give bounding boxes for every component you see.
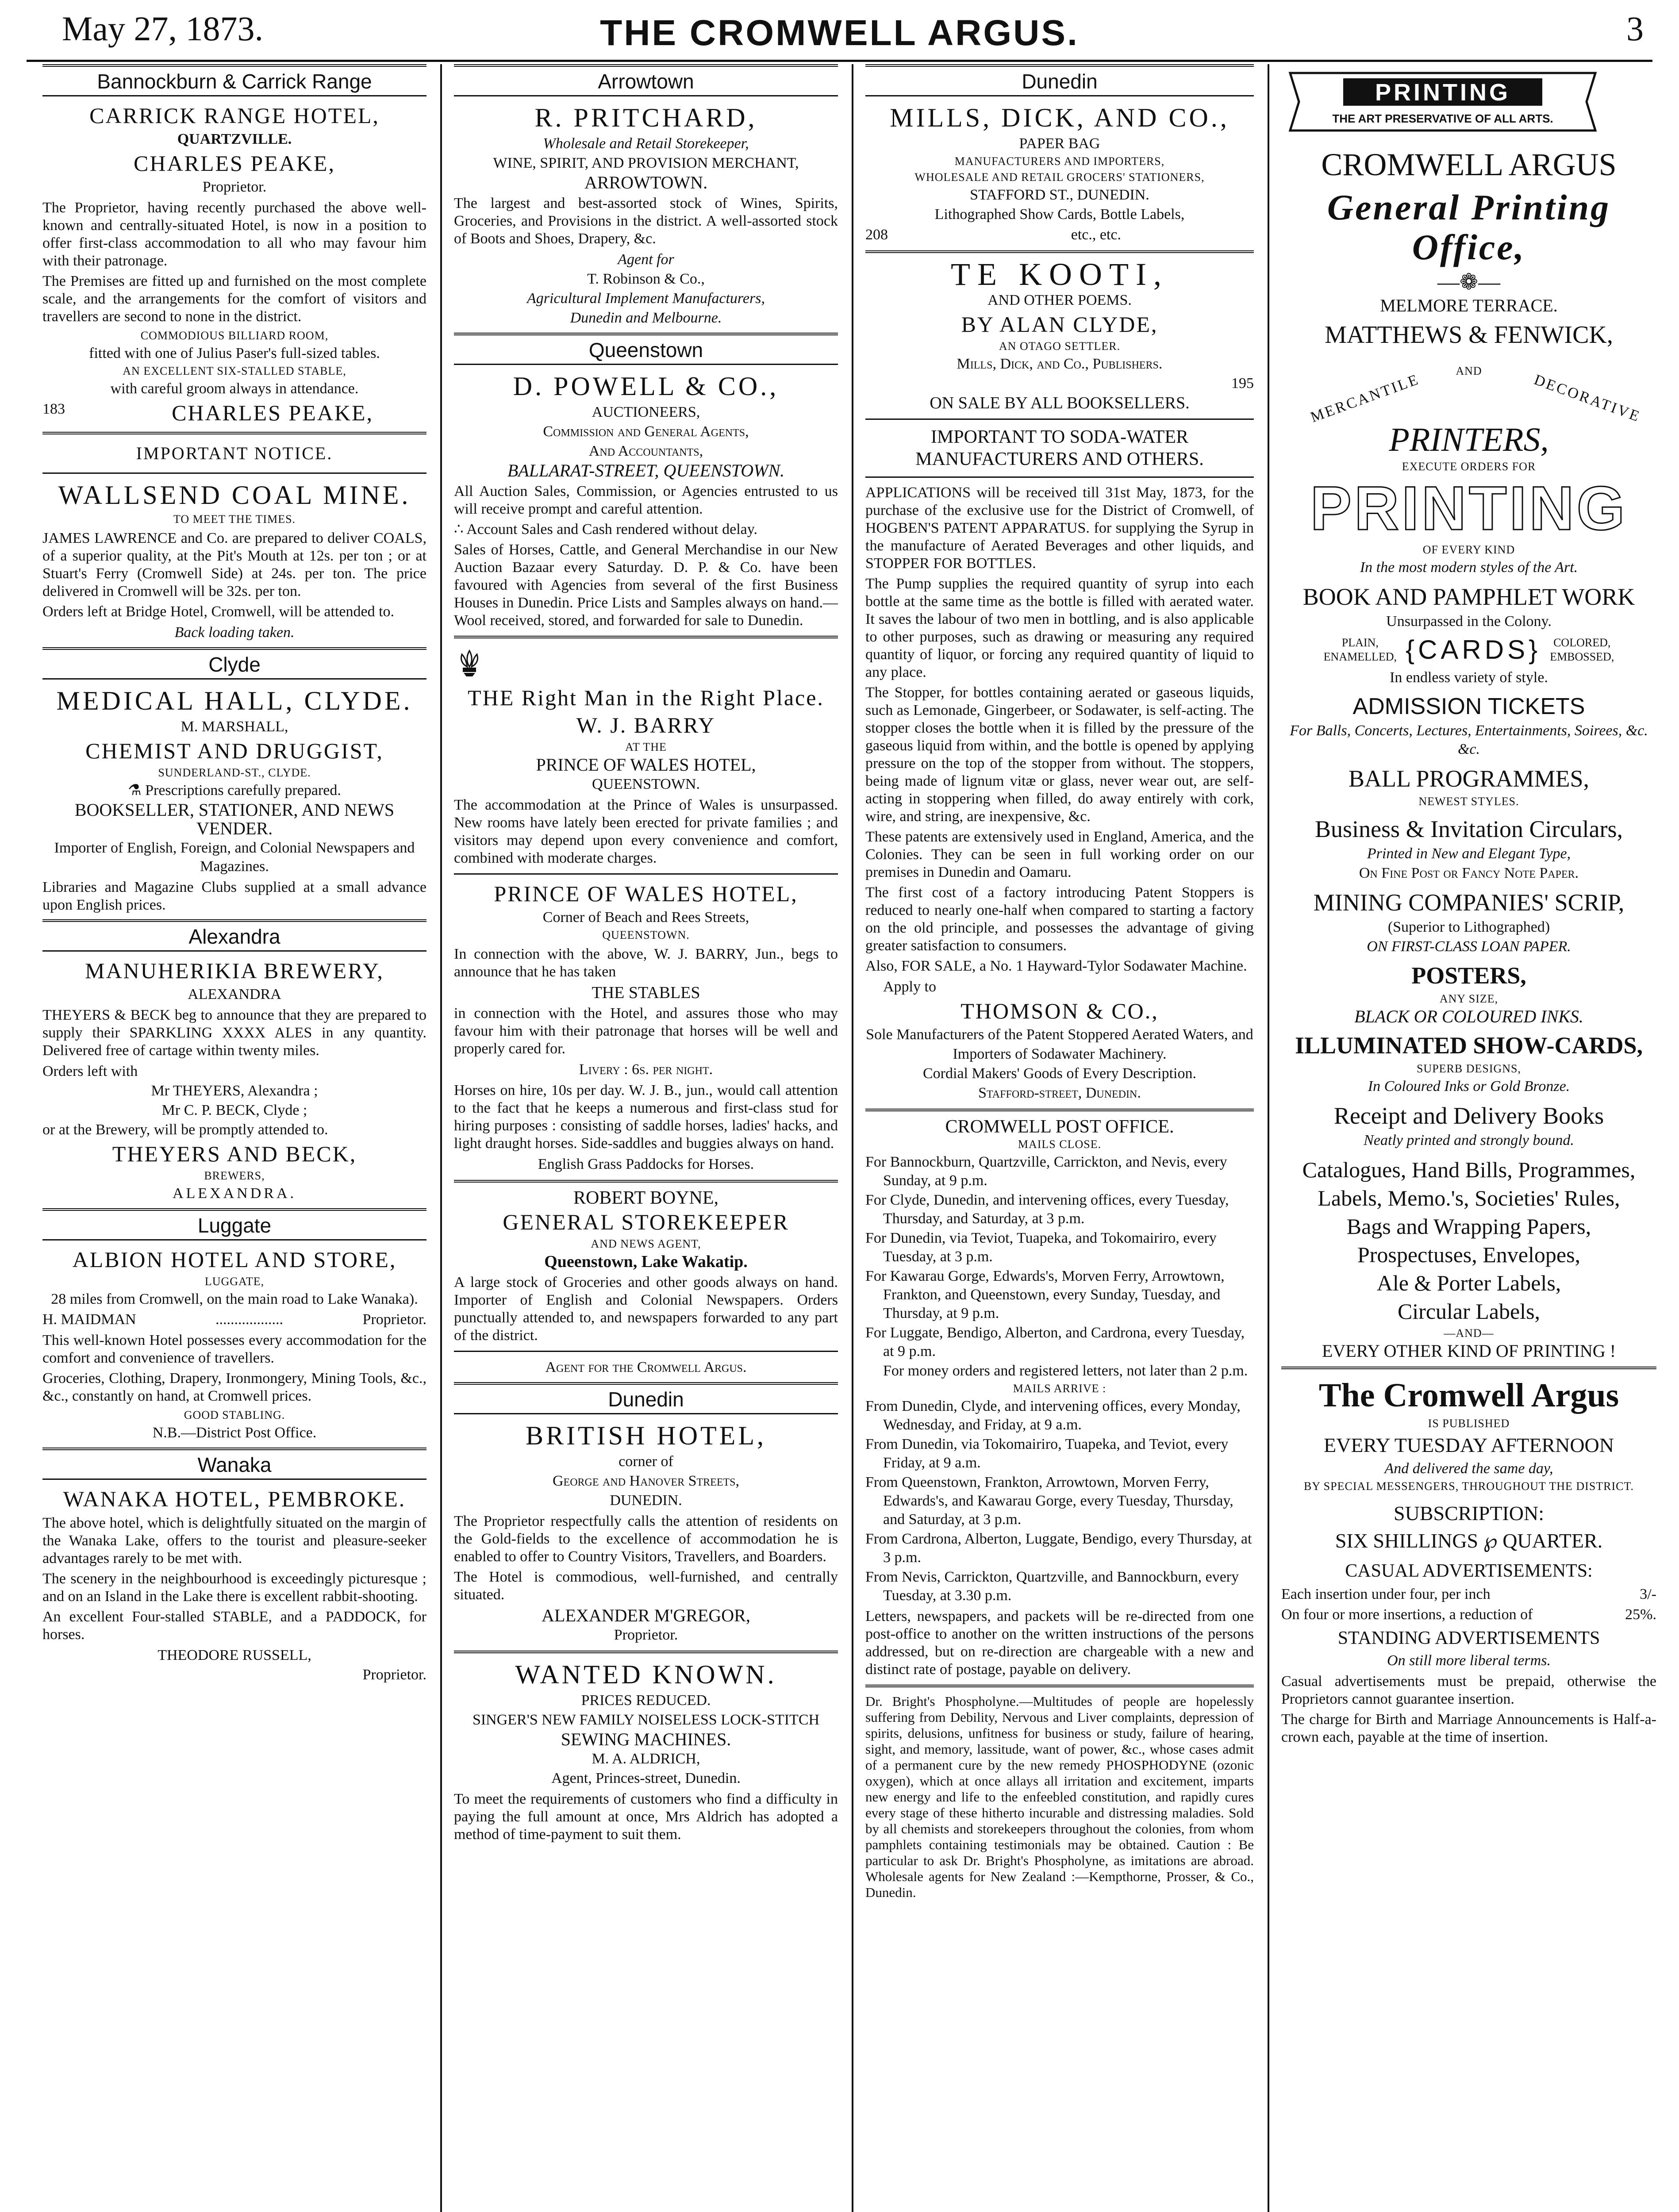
cards-text: CARDS — [1418, 635, 1529, 664]
ad-line: SEWING MACHINES. — [561, 1729, 731, 1749]
ad-body: The Proprietor respectfully calls the attention of residents on the Gold-fields to the excellence of accommodation he is enabled to offer to Country Visitors, Travellers, and Boarders. — [454, 1513, 838, 1565]
ad-line: Cordial Makers' Goods of Every Description. — [923, 1065, 1196, 1082]
ad-body: Libraries and Magazine Clubs supplied at a small advance upon English prices. — [42, 879, 426, 913]
column-1 — [31, 64, 438, 2212]
ad-body: Sales of Horses, Cattle, and General Merchandise in our New Auction Bazaar every Saturday. D. P. & Co. have been favoured with Agencies from several of the first Business Houses in Dunedin. Price Lists and Samples always on hand.—Wool received, stored, and forwarded for sale to Dunedin. — [454, 541, 838, 629]
gold-bronze: In Coloured Inks or Gold Bronze. — [1368, 1078, 1570, 1094]
superb-designs: SUPERB DESIGNS, — [1416, 1062, 1521, 1075]
ad-line: etc., etc. — [1071, 227, 1121, 243]
ad-body: in connection with the Hotel, and assures those who may favour him with their patronage that horses will be well and properly cared for. — [454, 1005, 838, 1057]
ad-title: ALBION HOTEL AND STORE, — [72, 1247, 397, 1272]
printed-new-type: Printed in New and Elegant Type, — [1367, 845, 1571, 862]
ad-line: Mr C. P. BECK, Clyde ; — [161, 1102, 307, 1118]
labels-line: Labels, Memo.'s, Societies' Rules, — [1318, 1186, 1620, 1210]
ad-wanted-known — [454, 1659, 838, 1843]
ad-line: English Grass Paddocks for Horses. — [538, 1156, 754, 1172]
ad-line: fitted with one of Julius Paser's full-sized tables. — [89, 345, 380, 361]
ad-title: MILLS, DICK, AND CO., — [890, 103, 1229, 132]
ad-body: In connection with the above, W. J. BARRY, Jun., begs to announce that he has taken — [454, 946, 838, 980]
ad-name: ROBERT BOYNE, — [573, 1188, 719, 1208]
ad-soda-water — [865, 426, 1254, 1102]
ad-agent-desc: Agricultural Implement Manufacturers, — [527, 290, 765, 307]
circular-labels-line: Circular Labels, — [1397, 1299, 1541, 1324]
banner-sub: THE ART PRESERVATIVE OF ALL ARTS. — [1332, 112, 1553, 125]
ad-line: BY ALAN CLYDE, — [961, 312, 1158, 337]
ad-boyne — [454, 1189, 838, 1377]
ad-line: BALLARAT-STREET, QUEENSTOWN. — [507, 461, 785, 480]
ad-manuherikia-brewery — [42, 958, 426, 1203]
divider — [865, 476, 1254, 478]
ad-line: 28 miles from Cromwell, on the main road to Lake Wanaka). — [51, 1291, 418, 1307]
mail-close-item: For Luggate, Bendigo, Alberton, and Cardrona, every Tuesday, at 9 p.m. — [865, 1325, 1245, 1359]
admission-tickets: ADMISSION TICKETS — [1352, 694, 1585, 719]
ad-place: ALEXANDRA. — [172, 1185, 297, 1202]
column-rule — [1268, 64, 1269, 2212]
ad-body: ∴ Account Sales and Cash rendered without delay. — [454, 521, 758, 538]
mail-arrive-item: From Nevis, Carrickton, Quartzville, and Bannockburn, every Tuesday, at 3.30 p.m. — [865, 1569, 1239, 1604]
ad-agent-place: Dunedin and Melbourne. — [570, 310, 722, 326]
divider — [454, 1651, 838, 1653]
section-label: Dunedin — [454, 1382, 838, 1414]
ad-carrick-range-hotel — [42, 103, 426, 426]
posters-heading: POSTERS, — [1411, 962, 1526, 989]
balls-concerts: For Balls, Concerts, Lectures, Entertainments, Soirees, &c. &c. — [1290, 722, 1648, 757]
divider — [865, 250, 1254, 253]
ad-sub: MAILS ARRIVE : — [1013, 1382, 1107, 1395]
rate-label: Each insertion under four, per inch — [1281, 1586, 1491, 1602]
ad-body: Orders left at Bridge Hotel, Cromwell, will be attended to. — [42, 603, 395, 620]
column-rule — [440, 64, 442, 2212]
ad-line: ARROWTOWN. — [584, 173, 708, 192]
ad-line: WHOLESALE AND RETAIL GROCERS' STATIONERS, — [914, 171, 1205, 184]
and-divider: —AND— — [1444, 1327, 1494, 1340]
mail-close-item: For Bannockburn, Quartzville, Carrickton, and Nevis, every Sunday, at 9 p.m. — [865, 1154, 1227, 1189]
ad-line: corner of — [619, 1453, 673, 1470]
rate-line — [1281, 1585, 1656, 1604]
printers-heading: PRINTERS, — [1389, 421, 1549, 458]
ad-body: The Proprietor, having recently purchased the above well-known and centrally-situated Hotel, is now in a position to offer first-class accommodation to all who may favour him with their patronage. — [42, 200, 426, 269]
rate-line — [1281, 1605, 1656, 1624]
ad-body: The accommodation at the Prince of Wales is unsurpassed. New rooms have lately been erected for private families ; and visitors may depend upon every convenience and comfort, combined with moderate charges. — [454, 797, 838, 866]
divider — [42, 432, 426, 434]
ad-footer: Back loading taken. — [174, 624, 295, 641]
ad-body: JAMES LAWRENCE and Co. are prepared to deliver COALS, of a superior quality, at the Pit's Mouth at 12s. per ton ; or at Stuart's Ferry (Cromwell Side) at 24s. per ton. The price delivered in Cromwell will be 32s. per ton. — [42, 530, 426, 599]
ad-body: The scenery in the neighbourhood is exceedingly picturesque ; and on an Island in the Lake there is excellent rabbit-shooting. — [42, 1571, 426, 1605]
ad-line: N.B.—District Post Office. — [152, 1425, 317, 1441]
ad-body: The first cost of a factory introducing Patent Stoppers is reduced to nearly one-half when compared to starting a factory on the old principle, and possesses the advantage of giving greater satisfaction to consumers. — [865, 884, 1254, 954]
page-number: 3 — [1626, 9, 1644, 48]
ad-place: LUGGATE, — [204, 1275, 265, 1288]
ad-line: MANUFACTURERS AND IMPORTERS, — [954, 155, 1165, 168]
ad-title: BRITISH HOTEL, — [526, 1421, 766, 1450]
fine-post: On Fine Post or Fancy Note Paper. — [1359, 865, 1579, 881]
mercantile-decorative — [1281, 355, 1656, 426]
mail-close-item: For Dunedin, via Teviot, Tuapeka, and Tokomairiro, every Tuesday, at 3 p.m. — [865, 1230, 1217, 1265]
ad-powell — [454, 371, 838, 630]
section-label: Wanaka — [42, 1448, 426, 1480]
ad-line: Mr THEYERS, Alexandra ; — [151, 1083, 318, 1099]
firm-name: MATTHEWS & FENWICK, — [1325, 321, 1613, 349]
melmore-terrace: MELMORE TERRACE. — [1380, 296, 1558, 315]
column-4 — [1270, 64, 1668, 2212]
ad-line: George and Hanover Streets, — [553, 1473, 739, 1489]
delivered-same-day: And delivered the same day, — [1384, 1460, 1553, 1477]
section-label: Queenstown — [454, 333, 838, 365]
ad-role: Proprietor. — [614, 1627, 678, 1643]
mail-arrive-item: From Queenstown, Frankton, Arrowtown, Morven Ferry, Edwards's, and Kawarau Gorge, every Tuesday, Thursday, and Saturday, at 3 p.m. — [865, 1474, 1233, 1528]
superior-lithographed: (Superior to Lithographed) — [1387, 919, 1550, 935]
section-label: Dunedin — [865, 64, 1254, 96]
ad-body: Horses on hire, 10s per day. W. J. B., jun., would call attention to the fact that he keeps a numerous and first-class stud for hiring purposes : consisting of saddle horses, ladies' hacks, and light draught horses. Side-saddles and buggies always on hand. — [454, 1082, 838, 1152]
ad-line: Agent, Princes-street, Dunedin. — [551, 1770, 741, 1786]
bags-line: Bags and Wrapping Papers, — [1346, 1214, 1591, 1239]
ad-title: GENERAL STOREKEEPER — [503, 1210, 789, 1234]
ad-signer: THEODORE RUSSELL, — [158, 1647, 311, 1663]
receipt-delivery-books: Receipt and Delivery Books — [1333, 1102, 1604, 1129]
ad-line: STAFFORD ST., DUNEDIN. — [970, 187, 1149, 203]
ad-line: Importers of Sodawater Machinery. — [953, 1046, 1167, 1062]
ad-line: Importer of English, Foreign, and Colonial Newspapers and Magazines. — [54, 840, 415, 875]
ad-line: PRICES REDUCED. — [581, 1692, 711, 1709]
ad-line-text: Prescriptions carefully prepared. — [145, 782, 341, 799]
loan-paper: ON FIRST-CLASS LOAN PAPER. — [1367, 938, 1571, 955]
ad-trade: CHEMIST AND DRUGGIST, — [85, 738, 384, 763]
ad-line: ON SALE BY ALL BOOKSELLERS. — [930, 394, 1190, 412]
endless-variety: In endless variety of style. — [1390, 669, 1548, 686]
ad-line: Commission and General Agents, — [543, 423, 749, 440]
ad-wanaka-hotel — [42, 1486, 426, 1684]
ad-phospholyne — [865, 1694, 1254, 1901]
column-3 — [854, 64, 1265, 2212]
ad-line: SINGER'S NEW FAMILY NOISELESS LOCK-STITCH — [472, 1712, 820, 1728]
ad-line: AT THE — [625, 741, 667, 753]
ad-agent: Agent for — [618, 251, 674, 268]
ad-body: The Hotel is commodious, well-furnished, and centrally situated. — [454, 1569, 838, 1603]
ad-title: MANUHERIKIA BREWERY, — [85, 958, 384, 983]
ad-line: Queenstown, Lake Wakatip. — [544, 1252, 748, 1271]
ad-line: And Accountants, — [588, 443, 703, 459]
modern-styles: In the most modern styles of the Art. — [1360, 559, 1578, 576]
illuminated-show-cards: ILLUMINATED SHOW-CARDS, — [1295, 1032, 1643, 1059]
ad-body: All Auction Sales, Commission, or Agencies entrusted to us will receive prompt and careful attention. — [454, 483, 838, 517]
ad-header: IMPORTANT TO SODA-WATER MANUFACTURERS AND OTHERS. — [915, 427, 1204, 469]
ad-line: Livery : 6s. per night. — [579, 1061, 713, 1078]
divider — [1281, 1367, 1656, 1369]
divider — [865, 1685, 1254, 1687]
business-circulars: Business & Invitation Circulars, — [1315, 816, 1623, 842]
ad-body: Letters, newspapers, and packets will be re-directed from one post-office to another on the written instructions of the persons addressed, but on re-direction are chargeable with a new and distinct rate of postage, payable on delivery. — [865, 1608, 1254, 1678]
ad-line: DUNEDIN. — [610, 1492, 682, 1509]
divider — [42, 472, 426, 474]
rate-value: 3/- — [1640, 1586, 1656, 1602]
general-printing-office: General Printing Office, — [1327, 187, 1611, 267]
is-published: IS PUBLISHED — [1428, 1417, 1510, 1430]
ad-body: To meet the requirements of customers who find a difficulty in paying the full amount at once, Mrs Aldrich has adopted a method of time-payment to suit them. — [454, 1791, 838, 1843]
argus-blackletter: The Cromwell Argus — [1318, 1377, 1619, 1414]
mail-close-item: For Kawarau Gorge, Edwards's, Morven Ferry, Arrowtown, Frankton, and Queenstown, every Sunday, Tuesday, and Thursday, at 9 p.m. — [865, 1268, 1225, 1321]
ad-title: WANAKA HOTEL, PEMBROKE. — [63, 1486, 406, 1511]
ad-signer: ALEXANDER M'GREGOR, — [542, 1605, 750, 1625]
ad-body: The largest and best-assorted stock of Wines, Spirits, Groceries, and Provisions in the district. A well-assorted stock of Boots and Shoes, Drapery, &c. — [454, 195, 838, 247]
printing-banner — [1281, 69, 1604, 135]
ad-signer: THEYERS AND BECK, — [112, 1141, 357, 1166]
ad-british-hotel — [454, 1421, 838, 1644]
paper-title: THE CROMWELL ARGUS. — [600, 13, 1079, 53]
printing-heading: PRINTING — [1310, 473, 1628, 543]
ad-title: D. POWELL & CO., — [513, 372, 779, 401]
ad-line: Sole Manufacturers of the Patent Stoppered Aerated Waters, and — [866, 1026, 1253, 1043]
ad-line: Apply to — [883, 979, 936, 995]
ad-body: The above hotel, which is delightfully situated on the margin of the Wanaka Lake, offers to the tourist and pleasure-seeker advantages rarely to be met with. — [42, 1515, 426, 1567]
section-label: Luggate — [42, 1208, 426, 1240]
ad-proprietor-role: Proprietor. — [362, 1311, 426, 1328]
rate-value: 25%. — [1625, 1606, 1656, 1623]
mail-money-note: For money orders and registered letters, not later than 2 p.m. — [883, 1363, 1248, 1379]
ad-body: Dr. Bright's Phospholyne.—Multitudes of people are hopelessly suffering from Debility, Nervous and Liver complaints, depression of spirits, delusions, unfitness for business or study, failure of hearing, sight, and memory, lassitude, want of power, &c., whose cases admit of a permanent cure by the new remedy PHOSPHODYNE (ozonic oxygen), which at once allays all irritation and excitement, imparts new energy and life to the enfeebled constitution, and rapidly cures every stage of these hitherto incurable and distressing maladies. Sold by all chemists and storekeepers throughout the colonies, from whom pamphlets containing testimonials may be obtained. Caution : Be particular to ask Dr. Bright's Phospholyne, as imitations are abroad. Wholesale agents for New Zealand :—Kempthorne, Prosser, & Co., Dunedin. — [865, 1694, 1254, 1900]
mail-arrive-item: From Dunedin, Clyde, and intervening offices, every Monday, Wednesday, and Friday, at 9 a.m. — [865, 1398, 1241, 1433]
ad-body: These patents are extensively used in England, America, and the Colonies. They can be seen in full working order on our premises in Dunedin and Oamaru. — [865, 829, 1254, 880]
section-label: Arrowtown — [454, 64, 838, 96]
ad-wallsend-coal-mine — [42, 441, 426, 642]
cards-line — [1281, 634, 1656, 665]
ad-line: with careful groom always in attendance. — [110, 380, 359, 397]
ad-firm: THOMSON & CO., — [961, 998, 1159, 1023]
mining-scrip: MINING COMPANIES' SCRIP, — [1313, 889, 1625, 916]
and-label: AND — [1456, 365, 1482, 377]
ad-role: Proprietor. — [362, 1667, 426, 1683]
ad-number: 183 — [42, 401, 65, 417]
ad-proprietor — [42, 1310, 426, 1329]
ad-line: Corner of Beach and Rees Streets, — [542, 909, 749, 926]
column-rule — [852, 64, 853, 2212]
ad-te-kooti — [865, 259, 1254, 412]
column-2 — [442, 64, 849, 2212]
ad-line — [42, 781, 426, 800]
ad-line: M. A. ALDRICH, — [592, 1751, 700, 1767]
ad-place: QUEENSTOWN. — [602, 929, 690, 941]
subscription-heading: SUBSCRIPTION: — [1394, 1502, 1544, 1525]
ad-line: AUCTIONEERS, — [592, 404, 700, 420]
ad-line: PAPER BAG — [1019, 135, 1100, 152]
prepaid-note: Casual advertisements must be prepaid, otherwise the Proprietors cannot guarantee insertion. — [1281, 1673, 1656, 1707]
ad-title: TE KOOTI, — [951, 257, 1168, 292]
ad-line: or at the Brewery, will be promptly attended to. — [42, 1121, 328, 1138]
ad-signer: CHARLES PEAKE, — [172, 400, 373, 425]
ad-body: The Stopper, for bottles containing aerated or gaseous liquids, such as Lemonade, Gingerbeer, or Sodawater, is self-acting. The stopper closes the bottle when it is filled by the pressure of the gaseous liquid from within, and the bottle is opened by applying pressure on the top of the stopper from without. The stoppers, being made of lignum vitæ or glass, never wear out, are self-acting in stoppering when filled, do away entirely with cork, wire, and string, are inexpensive, &c. — [865, 684, 1254, 825]
ad-line: AND OTHER POEMS. — [987, 292, 1132, 308]
ad-title: PRINCE OF WALES HOTEL, — [494, 881, 798, 906]
ad-line: AND NEWS AGENT, — [591, 1237, 701, 1250]
ad-line: AN EXCELLENT SIX-STALLED STABLE, — [123, 365, 346, 377]
masthead — [27, 4, 1652, 62]
execute-orders: EXECUTE ORDERS FOR — [1402, 460, 1536, 473]
ad-agent-name: T. Robinson & Co., — [587, 271, 705, 287]
ad-title: WANTED KNOWN. — [515, 1660, 777, 1689]
unsurpassed: Unsurpassed in the Colony. — [1386, 613, 1552, 630]
section-label: Bannockburn & Carrick Range — [42, 64, 426, 96]
mail-arrive-item: From Cardrona, Alberton, Luggate, Bendigo, every Thursday, at 3 p.m. — [865, 1531, 1252, 1566]
any-size: ANY SIZE, — [1439, 992, 1498, 1005]
prospectuses-line: Prospectuses, Envelopes, — [1357, 1242, 1581, 1267]
ad-title: MEDICAL HALL, CLYDE. — [56, 686, 413, 715]
issue-date: May 27, 1873. — [62, 9, 263, 48]
mail-arrive-item: From Dunedin, via Tokomairiro, Tuapeka, and Teviot, every Friday, at 9 a.m. — [865, 1436, 1229, 1471]
mail-close-item: For Clyde, Dunedin, and intervening offices, every Tuesday, Thursday, and Saturday, at 3 p.m. — [865, 1192, 1229, 1227]
ad-proprietor-name: H. MAIDMAN — [42, 1311, 136, 1328]
ad-body: Groceries, Clothing, Drapery, Ironmongery, Mining Tools, &c., &c., constantly on hand, at Cromwell prices. — [42, 1370, 426, 1404]
ad-hotel: PRINCE OF WALES HOTEL, — [536, 755, 756, 775]
decorative-label: DECORATIVE — [1532, 371, 1643, 426]
ad-notice: IMPORTANT NOTICE. — [136, 443, 333, 463]
casual-heading: CASUAL ADVERTISEMENTS: — [1345, 1561, 1593, 1581]
ad-body: A large stock of Groceries and other goods always on hand. Importer of English and Colonial Newspapers. Orders punctually attended to, and newspapers forwarded to any part of the district. — [454, 1274, 838, 1344]
argus-title: CROMWELL ARGUS — [1321, 147, 1617, 182]
ad-place: ALEXANDRA — [188, 986, 281, 1002]
ad-body: An excellent Four-stalled STABLE, and a PADDOCK, for horses. — [42, 1609, 426, 1643]
ad-agent: Agent for the Cromwell Argus. — [545, 1359, 747, 1375]
ad-title: R. PRITCHARD, — [534, 103, 757, 132]
ad-role: Proprietor. — [202, 179, 267, 195]
ad-line: COMMODIOUS BILLIARD ROOM, — [140, 329, 329, 342]
ad-name: CHARLES PEAKE, — [134, 151, 335, 176]
birth-marriage-note: The charge for Birth and Marriage Announcements is Half-a-crown each, payable at the time of insertion. — [1281, 1711, 1656, 1745]
ad-barry — [454, 685, 838, 1174]
ad-line: GOOD STABLING. — [184, 1409, 285, 1421]
catalogues-line: Catalogues, Hand Bills, Programmes, — [1302, 1157, 1636, 1182]
mercantile-label: MERCANTILE — [1308, 371, 1422, 426]
ad-line: Lithographed Show Cards, Bottle Labels, — [934, 206, 1185, 223]
book-pamphlet-heading: BOOK AND PAMPHLET WORK — [1302, 584, 1635, 610]
special-messengers: BY SPECIAL MESSENGERS, THROUGHOUT THE DISTRICT. — [1304, 1480, 1634, 1493]
ornament-icon: —❁— — [1437, 269, 1500, 294]
section-label: Clyde — [42, 647, 426, 680]
ad-line: Orders left with — [42, 1063, 138, 1079]
every-tuesday: EVERY TUESDAY AFTERNOON — [1324, 1434, 1614, 1456]
ad-sub: Wholesale and Retail Storekeeper, — [543, 135, 749, 152]
ad-role: BREWERS, — [204, 1169, 265, 1182]
ad-line: Stafford-street, Dunedin. — [978, 1085, 1141, 1101]
banner-title: PRINTING — [1375, 79, 1511, 106]
ball-programmes: BALL PROGRAMMES, — [1348, 765, 1590, 792]
rate-label: On four or more insertions, a reduction of — [1281, 1606, 1533, 1623]
ad-title: CROMWELL POST OFFICE. — [945, 1117, 1174, 1137]
newest-styles: NEWEST STYLES. — [1418, 795, 1519, 808]
divider — [454, 1351, 838, 1352]
neatly-printed: Neatly printed and strongly bound. — [1364, 1132, 1574, 1148]
divider — [865, 419, 1254, 420]
ad-line: THE STABLES — [592, 983, 700, 1002]
divider — [454, 873, 838, 875]
feathers-crest-icon — [454, 647, 485, 678]
ad-sub: TO MEET THE TIMES. — [173, 513, 296, 526]
ad-line: BOOKSELLER, STATIONER, AND NEWS VENDER. — [74, 800, 395, 838]
cards-left: PLAIN, ENAMELLED, — [1323, 636, 1397, 663]
ad-line: WINE, SPIRIT, AND PROVISION MERCHANT, — [493, 155, 799, 171]
section-label: Alexandra — [42, 919, 426, 952]
ad-line: Mills, Dick, and Co., Publishers. — [957, 356, 1163, 372]
every-kind: OF EVERY KIND — [1422, 543, 1515, 556]
ad-name: W. J. BARRY — [576, 713, 716, 737]
ad-medical-hall — [42, 686, 426, 914]
leader-dots: .................. — [215, 1311, 284, 1328]
post-office-schedule — [865, 1118, 1254, 1678]
ad-body: APPLICATIONS will be received till 31st May, 1873, for the purchase of the exclusive use for the District of Cromwell, of HOGBEN'S PATENT APPARATUS. for supplying the Syrup in the manufacture of Aerated Beverages and other liquids, and STOPPER FOR BOTTLES. — [865, 484, 1254, 572]
ad-title: CARRICK RANGE HOTEL, — [89, 103, 380, 128]
ad-number: 195 — [1231, 375, 1254, 392]
ad-title: WALLSEND COAL MINE. — [58, 480, 411, 510]
divider — [454, 636, 838, 638]
every-other-kind: EVERY OTHER KIND OF PRINTING ! — [1322, 1341, 1616, 1361]
ad-albion-hotel — [42, 1247, 426, 1442]
ad-title: THE Right Man in the Right Place. — [468, 685, 824, 710]
ad-signature — [42, 400, 426, 426]
standing-heading: STANDING ADVERTISEMENTS — [1337, 1628, 1600, 1648]
ale-labels-line: Ale & Porter Labels, — [1376, 1271, 1561, 1295]
ad-body: Also, FOR SALE, a No. 1 Hayward-Tylor Sodawater Machine. — [865, 958, 1247, 974]
ad-address: SUNDERLAND-ST., CLYDE. — [158, 766, 311, 779]
ad-pritchard — [454, 103, 838, 327]
ad-body: This well-known Hotel possesses every accommodation for the comfort and convenience of travellers. — [42, 1332, 426, 1366]
ad-line: AN OTAGO SETTLER. — [999, 340, 1121, 353]
cards-right: COLORED, EMBOSSED, — [1550, 636, 1614, 663]
black-coloured-inks: BLACK OR COLOURED INKS. — [1354, 1006, 1583, 1026]
ad-number: 208 — [865, 227, 888, 243]
ad-place: QUARTZVILLE. — [177, 131, 292, 147]
ad-footer — [865, 226, 1254, 244]
ad-name: M. MARSHALL, — [181, 718, 288, 735]
six-shillings: SIX SHILLINGS ℘ QUARTER. — [1335, 1529, 1603, 1552]
ad-body: THEYERS & BECK beg to announce that they are prepared to supply their SPARKLING XXXX ALES in any quantity. Delivered free of cartage within twenty miles. — [42, 1007, 426, 1059]
cards-heading: {CARDS} — [1406, 635, 1541, 664]
ad-sub: MAILS CLOSE. — [1018, 1138, 1102, 1151]
ad-place: QUEENSTOWN. — [592, 776, 700, 792]
divider — [454, 1180, 838, 1183]
mortar-icon: ⚗ — [128, 782, 146, 799]
ad-body: The Pump supplies the required quantity of syrup into each bottle at the same time as the bottle is filled with aerated water. It saves the labour of two men in bottling, and is also applicable to other purposes, such as drawing or measuring any required quantity of liquor, or forcing any required quantity of liquid to any place. — [865, 576, 1254, 680]
liberal-terms: On still more liberal terms. — [1387, 1652, 1551, 1669]
divider — [865, 1109, 1254, 1111]
ad-mills-dick — [865, 103, 1254, 244]
ad-body: The Premises are fitted up and furnished on the most complete scale, and the arrangements for the comfort of visitors and travellers are second to none in the district. — [42, 273, 426, 325]
